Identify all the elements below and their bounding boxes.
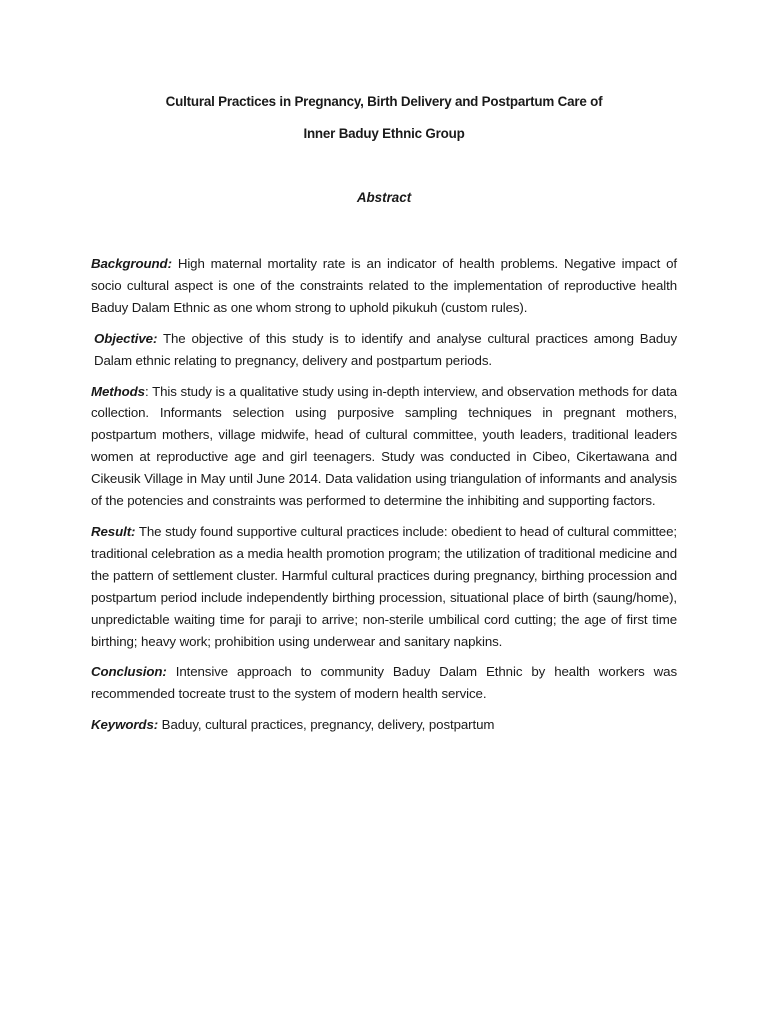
conclusion-label: Conclusion: [91, 664, 167, 680]
background-label: Background: [91, 256, 172, 271]
paper-title-line-1: Cultural Practices in Pregnancy, Birth Delivery and Postpartum Care of [165, 94, 603, 109]
objective-paragraph [91, 328, 677, 372]
methods-text: : This study is a qualitative study using in-depth interview, and observation methods for data collection. Informants selection using purposive sampling techniques in pregnant mothers, postpartum mothers, village midwife, head of cultural committee, youth leaders, traditional leaders women at reproductive age and girl teenagers. Study was conducted in Cibeo, Cikertawana and Cikeusik Village in May until June 2014. Data validation using triangulation of informants and analysis of the potencies and constraints was performed to determine the inhibiting and supporting factors. [91, 383, 677, 509]
paper-title-line-2: Inner Baduy Ethnic Group [303, 126, 465, 141]
conclusion-text: Intensive approach to community Baduy Dalam Ethnic by health workers was recommended tocreate trust to the system of modern health service. [91, 664, 677, 702]
result-label: Result: [91, 523, 136, 539]
result-paragraph [91, 521, 677, 652]
methods-label: Methods [91, 383, 145, 399]
background-paragraph [91, 253, 677, 319]
keywords-paragraph [91, 714, 677, 736]
abstract-body [91, 253, 677, 745]
methods-paragraph [91, 381, 677, 512]
result-text: The study found supportive cultural practices include: obedient to head of cultural committee; traditional celebration as a media health promotion program; the utilization of traditional medicine and the pattern of settlement cluster. Harmful cultural practices during pregnancy, birthing procession and postpartum period include independently birthing procession, situational place of birth (saung/home), unpredictable waiting time for paraji to arrive; non-sterile umbilical cord cutting; the age of first time birthing; heavy work; prohibition using underwear and sanitary napkins. [91, 523, 677, 649]
conclusion-paragraph [91, 661, 677, 705]
objective-label: Objective: [94, 330, 158, 346]
objective-text: The objective of this study is to identify and analyse cultural practices among Baduy Dalam ethnic relating to pregnancy, delivery and postpartum periods. [94, 330, 677, 368]
abstract-heading: Abstract [356, 190, 412, 205]
keywords-text: Baduy, cultural practices, pregnancy, delivery, postpartum [158, 717, 495, 733]
background-text: High maternal mortality rate is an indicator of health problems. Negative impact of socio cultural aspect is one of the constraints related to the implementation of reproductive health Baduy Dalam Ethnic as one whom strong to uphold pikukuh (custom rules). [91, 256, 677, 315]
keywords-label: Keywords: [91, 717, 159, 733]
